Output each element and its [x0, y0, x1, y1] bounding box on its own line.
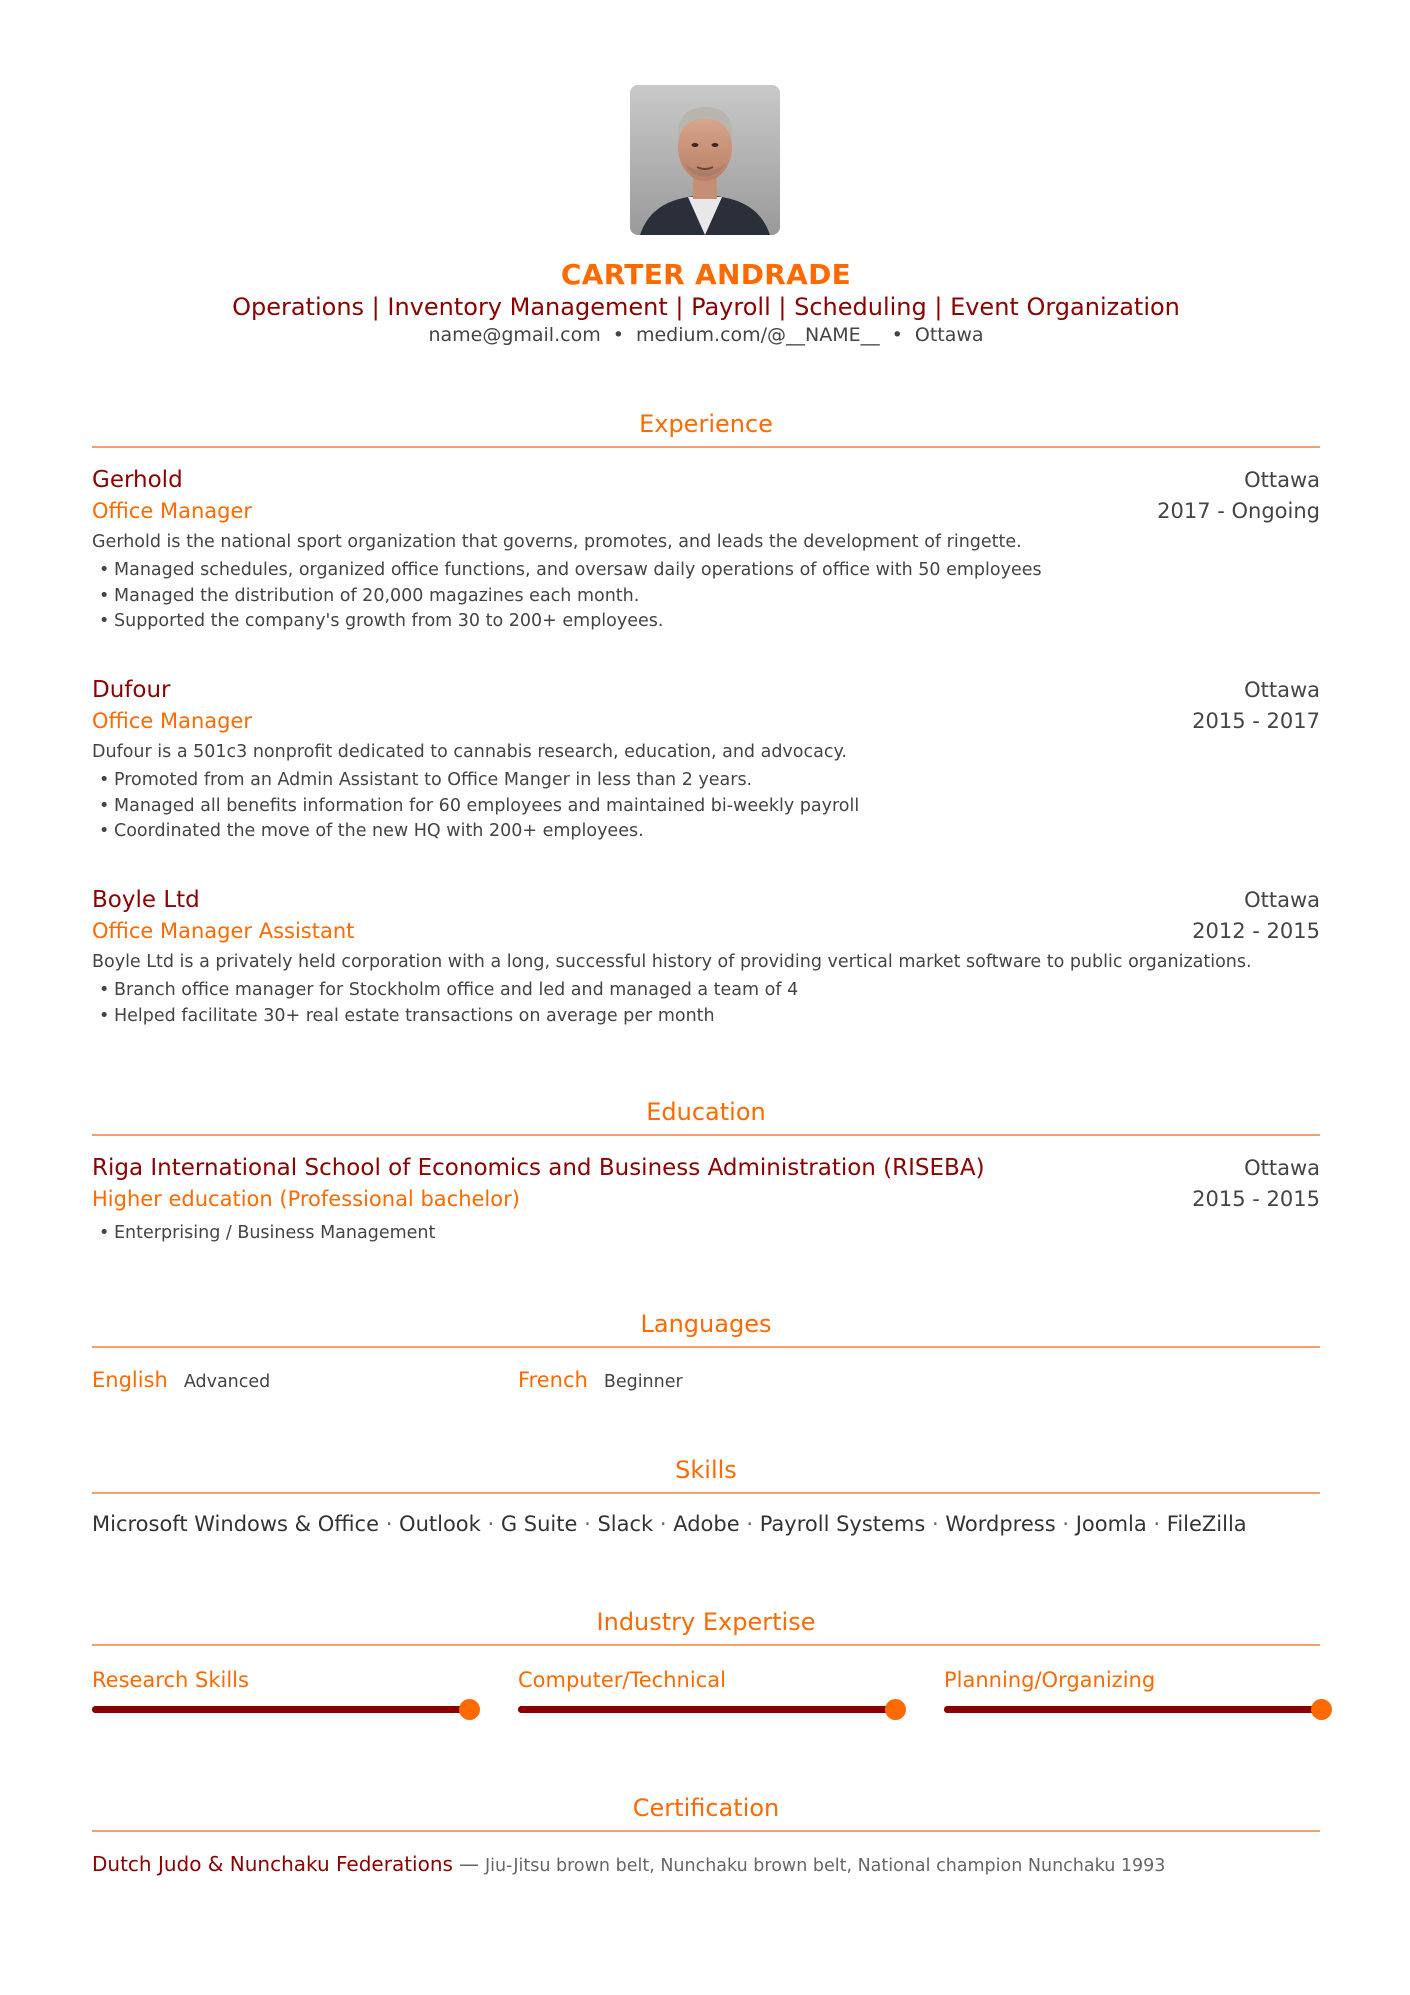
contact-separator: • — [891, 324, 903, 346]
company-name: Boyle Ltd — [92, 887, 200, 913]
expertise-bar — [92, 1706, 469, 1713]
expertise-bar-knob — [459, 1699, 480, 1720]
expertise-bar-fill — [92, 1706, 469, 1713]
language-name: French — [518, 1368, 588, 1392]
section-divider — [92, 1492, 1320, 1494]
list-item: • Helped facilitate 30+ real estate transactions on average per month — [114, 1004, 1320, 1030]
skill-item: Microsoft Windows & Office — [92, 1512, 380, 1536]
section-title-certification: Certification — [632, 1794, 780, 1822]
expertise-bar — [944, 1706, 1321, 1713]
school-name: Riga International School of Economics and Business Administration (RISEBA) — [92, 1155, 985, 1181]
headline: Operations | Inventory Management | Payroll | Scheduling | Event Organization — [232, 293, 1180, 321]
list-item: • Supported the company's growth from 30 to 200+ employees. — [114, 609, 1320, 635]
expertise-label: Computer/Technical — [518, 1668, 726, 1692]
job-dates: 2015 - 2017 — [1192, 709, 1320, 733]
expertise-item — [92, 1665, 478, 1695]
bullet-list — [92, 1221, 1320, 1247]
skill-item: Adobe — [673, 1512, 740, 1536]
portrait-image — [630, 85, 780, 235]
job-title: Office Manager — [92, 709, 253, 733]
list-item: • Managed schedules, organized office functions, and oversaw daily operations of office with 50 employees — [114, 558, 1320, 584]
skill-item: Slack — [597, 1512, 654, 1536]
language-name: English — [92, 1368, 168, 1392]
certification-dash: — — [458, 1852, 479, 1876]
skill-separator: · — [1055, 1512, 1076, 1536]
section-divider — [92, 1830, 1320, 1832]
section-divider — [92, 1346, 1320, 1348]
experience-entry — [92, 885, 1320, 1029]
contact-separator: • — [612, 324, 624, 346]
skill-separator: · — [925, 1512, 946, 1536]
list-item: • Promoted from an Admin Assistant to Office Manger in less than 2 years. — [114, 768, 1320, 794]
certification-description: Jiu-Jitsu brown belt, Nunchaku brown belt, National champion Nunchaku 1993 — [484, 1856, 1166, 1876]
company-description: Gerhold is the national sport organization that governs, promotes, and leads the development of ringette. — [92, 532, 1022, 552]
location: Ottawa — [914, 324, 984, 346]
bullet-list — [92, 768, 1320, 845]
language-item — [518, 1368, 683, 1392]
skill-item: G Suite — [500, 1512, 578, 1536]
experience-entry — [92, 675, 1320, 845]
expertise-bar-knob — [885, 1699, 906, 1720]
expertise-label: Research Skills — [92, 1668, 249, 1692]
list-item: • Managed all benefits information for 60 employees and maintained bi-weekly payroll — [114, 794, 1320, 820]
candidate-name: CARTER ANDRADE — [560, 258, 852, 291]
email-link[interactable]: name@gmail.com — [428, 324, 601, 346]
language-item — [92, 1368, 270, 1392]
job-dates: 2012 - 2015 — [1192, 919, 1320, 943]
job-dates: 2017 - Ongoing — [1157, 499, 1320, 523]
section-divider — [92, 446, 1320, 448]
expertise-bar-fill — [518, 1706, 895, 1713]
company-name: Dufour — [92, 677, 171, 703]
language-level: Advanced — [183, 1372, 271, 1392]
list-item: • Coordinated the move of the new HQ with 200+ employees. — [114, 819, 1320, 845]
job-title: Office Manager Assistant — [92, 919, 355, 943]
job-title: Office Manager — [92, 499, 253, 523]
expertise-item — [518, 1665, 904, 1695]
company-description: Dufour is a 501c3 nonprofit dedicated to cannabis research, education, and advocacy. — [92, 742, 847, 762]
expertise-item — [944, 1665, 1330, 1695]
certification-name: Dutch Judo & Nunchaku Federations — [92, 1852, 453, 1876]
degree: Higher education (Professional bachelor) — [92, 1187, 520, 1211]
company-name: Gerhold — [92, 467, 183, 493]
skill-item: Payroll Systems — [759, 1512, 926, 1536]
skill-separator: · — [577, 1512, 598, 1536]
expertise-bar-knob — [1311, 1699, 1332, 1720]
language-level: Beginner — [603, 1372, 683, 1392]
school-location: Ottawa — [1244, 1156, 1320, 1180]
bullet-list — [92, 978, 1320, 1029]
company-description: Boyle Ltd is a privately held corporation with a long, successful history of providing vertical market software to public organizations. — [92, 952, 1252, 972]
section-title-skills: Skills — [675, 1456, 737, 1484]
expertise-bar — [518, 1706, 895, 1713]
expertise-label: Planning/Organizing — [944, 1668, 1156, 1692]
section-divider — [92, 1134, 1320, 1136]
skill-separator: · — [739, 1512, 760, 1536]
skill-separator: · — [1146, 1512, 1167, 1536]
experience-entry — [92, 465, 1320, 635]
skill-item: Joomla — [1075, 1512, 1147, 1536]
job-location: Ottawa — [1244, 678, 1320, 702]
list-item: • Branch office manager for Stockholm office and led and managed a team of 4 — [114, 978, 1320, 1004]
list-item: • Enterprising / Business Management — [114, 1221, 1320, 1247]
expertise-bar-fill — [944, 1706, 1321, 1713]
profile-photo — [630, 85, 780, 235]
skill-separator: · — [480, 1512, 501, 1536]
job-location: Ottawa — [1244, 468, 1320, 492]
section-title-languages: Languages — [640, 1310, 772, 1338]
contact-line — [92, 324, 1320, 346]
bullet-list — [92, 558, 1320, 635]
education-dates: 2015 - 2015 — [1192, 1187, 1320, 1211]
skill-separator: · — [379, 1512, 400, 1536]
section-divider — [92, 1644, 1320, 1646]
certification-entry — [92, 1852, 1320, 1876]
education-entry — [92, 1153, 1320, 1247]
skill-item: FileZilla — [1166, 1512, 1247, 1536]
skill-item: Wordpress — [945, 1512, 1056, 1536]
section-title-experience: Experience — [639, 410, 773, 438]
skill-item: Outlook — [399, 1512, 481, 1536]
skill-separator: · — [653, 1512, 674, 1536]
list-item: • Managed the distribution of 20,000 magazines each month. — [114, 584, 1320, 610]
skills-list — [92, 1512, 1320, 1536]
section-title-expertise: Industry Expertise — [596, 1608, 816, 1636]
website-link[interactable]: medium.com/@__NAME__ — [635, 324, 880, 346]
section-title-education: Education — [646, 1098, 766, 1126]
job-location: Ottawa — [1244, 888, 1320, 912]
